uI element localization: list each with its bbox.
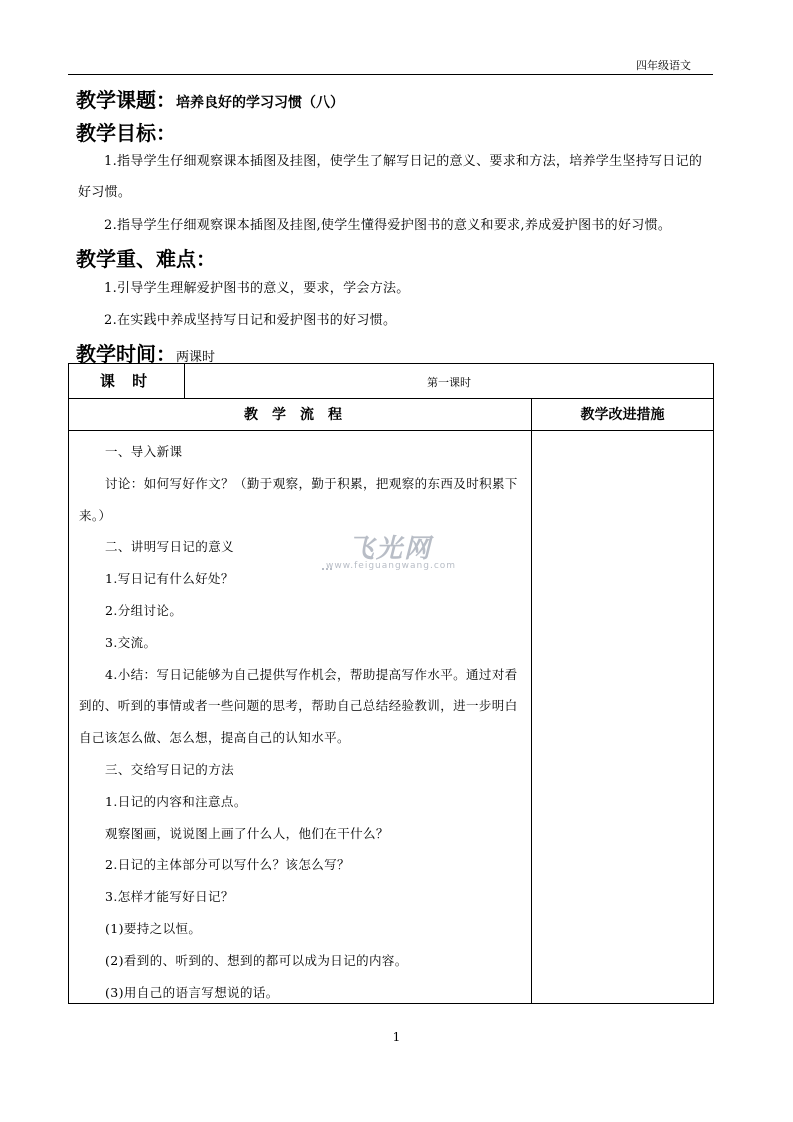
flow-line: 1.写日记有什么好处？ (105, 571, 234, 587)
flow-line: (1)要持之以恒。 (105, 920, 202, 936)
topic-label: 教学课题： (76, 88, 176, 112)
key-point-item-2: 2.在实践中养成坚持写日记和爱护图书的好习惯。 (104, 313, 397, 328)
flow-line: 1.日记的内容和注意点。 (105, 793, 247, 809)
watermark (322, 528, 462, 584)
topic-value: 培养良好的学习习惯（八） (176, 95, 344, 111)
flow-line: 4.小结：写日记能够为自己提供写作机会，帮助提高写作水平。通过对看到的、听到的事情或者一些问题的思考，帮助自己总结经验教训，进一步明白自己该怎么做、怎么想，提高自己的认知水平。 (79, 666, 518, 746)
flow-line: 观察图画，说说图上画了什么人，他们在干什么？ (105, 825, 389, 841)
flow-line: 2.日记的主体部分可以写什么？该怎么写？ (105, 857, 350, 873)
period-value: 第一课时 (427, 376, 471, 389)
time-label: 教学时间： (76, 342, 176, 366)
improve-header: 教学改进措施 (580, 407, 665, 423)
flow-line: 三、交给写日记的方法 (105, 761, 235, 777)
flow-content (79, 436, 524, 1008)
column-divider (531, 430, 532, 1003)
period-row (69, 364, 713, 399)
header-grade-subject: 四年级语文 (636, 59, 691, 72)
flow-line: 2.分组讨论。 (105, 602, 183, 618)
flow-line: 讨论：如何写好作文？（勤于观察，勤于积累，把观察的东西及时积累下来。） (79, 475, 518, 523)
time-value: 两课时 (176, 350, 216, 365)
watermark-url: www.feiguangwang.com (326, 561, 457, 571)
topic-heading (76, 84, 344, 113)
period-label: 课 时 (69, 364, 185, 398)
flow-line: 3.怎样才能写好日记？ (105, 889, 234, 905)
flow-line: (3)用自己的语言写想说的话。 (105, 984, 279, 1000)
flow-line: 二、讲明写日记的意义 (105, 539, 235, 555)
header-rule (68, 74, 713, 75)
objective-item-1: 1.指导学生仔细观察课本插图及挂图，使学生了解写日记的意义、要求和方法，培养学生坚持写日记的好习惯。 (78, 154, 703, 200)
flow-header: 教学流程 (69, 399, 532, 430)
flow-line: (2)看到的、听到的、想到的都可以成为日记的内容。 (105, 952, 408, 968)
flow-line: 一、导入新课 (105, 444, 183, 459)
table-header-row (69, 399, 713, 431)
objective-item-2: 2.指导学生仔细观察课本插图及挂图,使学生懂得爱护图书的意义和要求,养成爱护图书的好习惯。 (104, 218, 672, 233)
key-points-heading: 教学重、难点： (76, 247, 216, 271)
objectives-heading: 教学目标： (76, 121, 176, 145)
page-number: 1 (392, 1030, 401, 1044)
lesson-table (68, 363, 714, 1004)
watermark-brand: 飞光网 (348, 534, 433, 564)
flow-line: 3.交流。 (105, 634, 157, 650)
key-point-item-1: 1.引导学生理解爱护图书的意义，要求，学会方法。 (104, 281, 410, 296)
